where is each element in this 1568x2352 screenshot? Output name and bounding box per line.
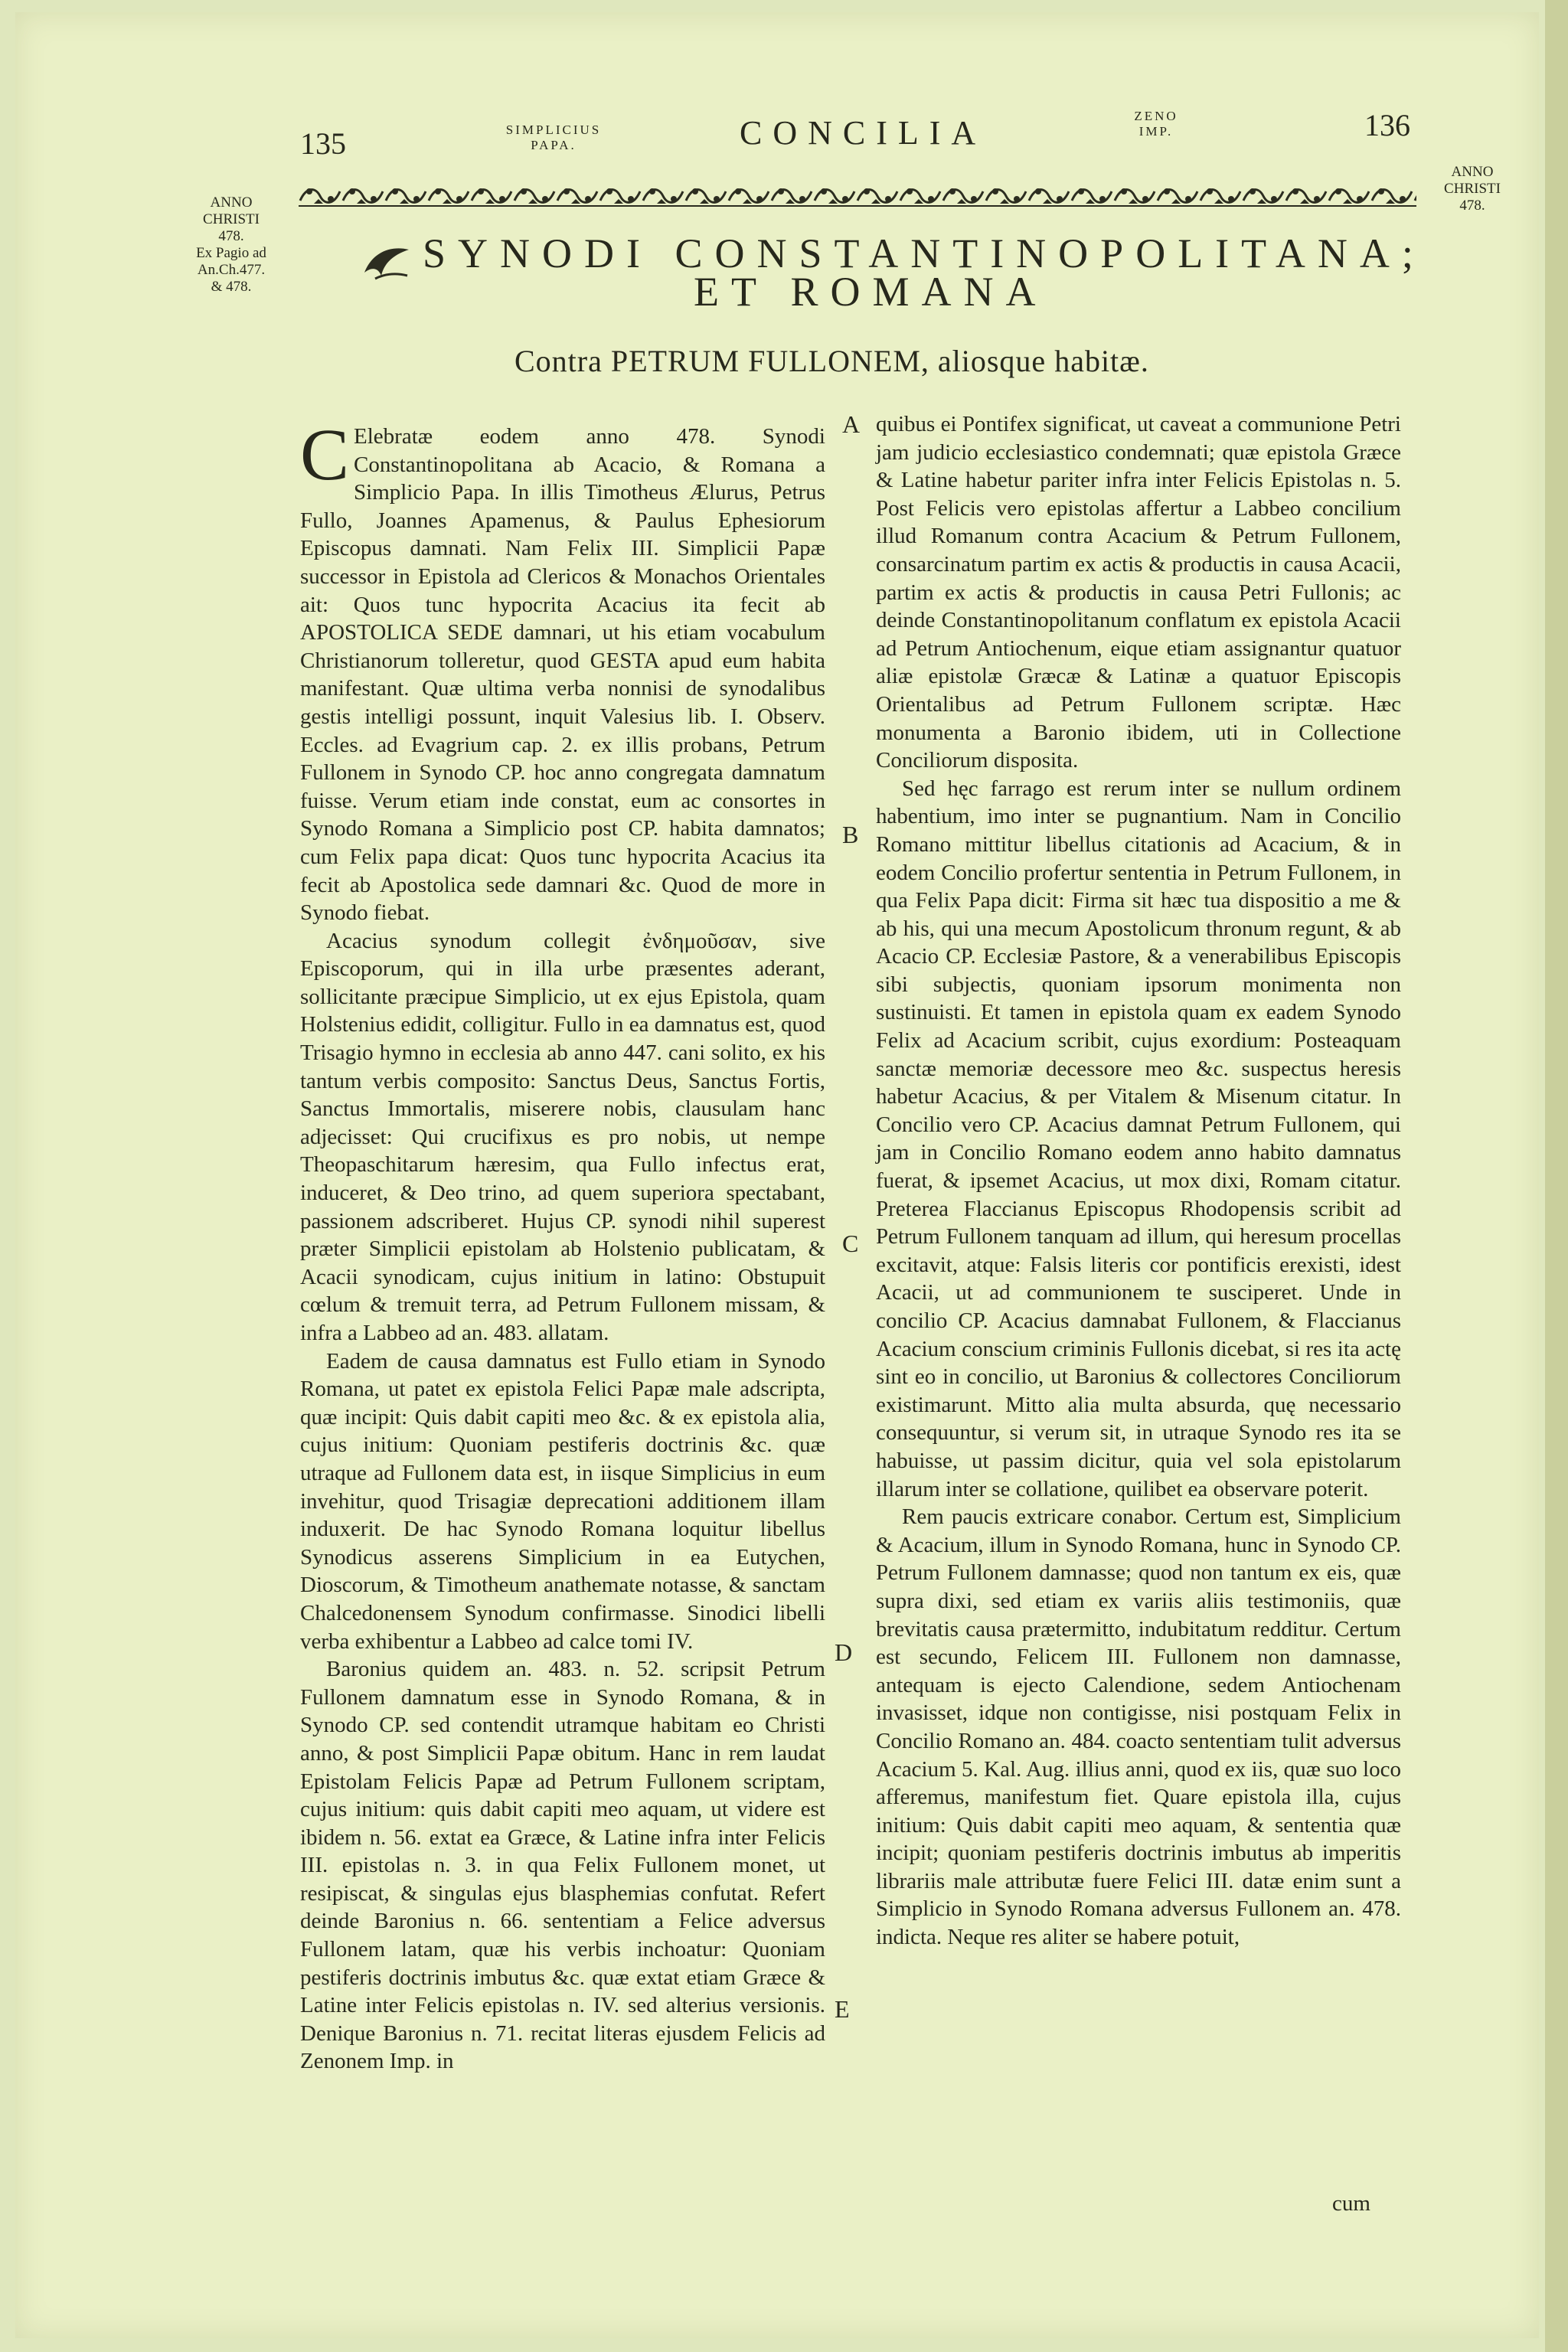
section-marker: A bbox=[842, 410, 861, 438]
catchword: cum bbox=[1332, 2191, 1370, 2216]
paragraph-text: Elebratæ eodem anno 478. Synodi Constantinopolitana ab Acacio, & Romana a Simplicio Papa. In illis Timotheus Ælurus, Petrus Fullo, Joannes Apamenus, & Paulus Ephesiorum Episcopus damnati. Nam Felix III. Simplicii Papæ successor in Epistola ad Clericos & Monachos Orientales ait: Quos tunc hypocrita Acacius ita fecit ab APOSTOLICA SEDE damnari, ut his etiam vocabulum Christianorum tolleretur, quod GESTA apud eum habita manifestant. Quæ ultima verba nonnisi de synodalibus gestis intelligi possunt, inquit Valesius lib. I. Observ. Eccles. ad Evagrium cap. 2. ex illis probans, Petrum Fullonem in Synodo CP. hoc anno congregata damnatum fuisse. Verum etiam inde constat, eum ac consortes in Synodo Romana a Simplicio post CP. habita damnatos; cum Felix papa dicat: Quos tunc hypocrita Acacius ita fecit ab Apostolica sede damnari &c. Quod de more in Synodo fiebat. bbox=[300, 424, 825, 926]
header-right-sub bbox=[1125, 109, 1187, 139]
margin-note-left bbox=[178, 194, 285, 296]
subtitle: Contra PETRUM FULLONEM, aliosque habitæ. bbox=[514, 344, 1149, 378]
section-marker: C bbox=[842, 1230, 859, 1257]
page-edge bbox=[1545, 0, 1568, 2352]
margin-left-line: & 478. bbox=[211, 279, 252, 295]
header-left-sub-1: SIMPLICIUS bbox=[505, 122, 602, 137]
text-column-left bbox=[300, 413, 825, 2076]
fleuron-icon bbox=[361, 237, 415, 283]
page-number-right: 136 bbox=[1364, 108, 1410, 142]
paragraph: Acacius synodum collegit ἐνδημοῦσαν, sive Episcoporum, qui in illa urbe præsentes aderant, sollicitante præcipue Simplicio, ut ex ejus Epistola, quam Holstenius edidit, colligitur. Fullo in ea damnatus est, quod Trisagio hymno in ecclesia ab anno 447. cani solito, ex his tantum verbis composito: Sanctus Deus, Sanctus Fortis, Sanctus Immortalis, miserere nobis, clausulam hanc adjecisset: Qui crucifixus es pro nobis, ut nempe Theopaschitarum hæresim, qua Fullo infectus erat, induceret, & Deo trino, ad quem superiora spectabant, passionem adscriberet. Hujus CP. synodi nihil superest præter Simplicii epistolam ab Holstenio publicatam, & Acacii synodicam, cujus initium in latino: Obstupuit cœlum & tremuit terra, ad Petrum Fullonem missam, & infra a Labbeo ad an. 483. allatam. bbox=[300, 928, 825, 1345]
title-line-1: SYNODI CONSTANTINOPOLITANA; bbox=[423, 230, 1426, 276]
section-marker: D bbox=[835, 1638, 853, 1666]
text-column-right bbox=[876, 410, 1401, 1952]
paragraph: Sed hęc farrago est rerum inter se nullum ordinem habentium, imo inter se pugnantium. Nam in Concilio Romano mittitur libellus citationis ad Acacium, & in eodem Concilio profertur sententia in Petrum Fullonem, in qua Felix Papa dicit: Firma sit hæc tua dispositio a me & ab his, qui una mecum Apostolicum thronum regunt, & ab Acacio CP. Ecclesiæ Pastore, & a venerabilibus Episcopis sibi subjectis, quoniam ipsorum monimenta non sustinuisti. Et tamen in epistola quam ex eadem Synodo Felix ad Acacium scribit, cujus exordium: Posteaquam sanctæ memoriæ decessore meo &c. suspectus heresis habetur Acacius, & per Vitalem & Misenum citatur. In Concilio vero CP. Acacius damnat Petrum Fullonem, qui jam in Concilio Romano eodem anno habito damnatus fuerat, & ipsemet Acacius, ut mox dixi, Romam citatur. Preterea Flaccianus Episcopus Rhodopensis scribit ad Petrum Fullonem tanquam ad illum, qui heresum procellas excitavit, atque: Falsis literis cor pontificis erexisti, idest Acacii, ut ad communionem te susciperet. Unde in concilio CP. Acacius damnabat Fullonem, & Flaccianus Acacium conscium criminis Fullonis dicebat, si res ita actę sint eo in concilio, ut Baronius & collectores Conciliorum existimarunt. Mitto alia multa absurda, quę necessario consequuntur, si verum sit, in utraque Synodo res ita se habuisse, ut passim dicitur, quia vel sola epistolarum illarum inter se collatione, quilibet ea observare poterit. bbox=[876, 776, 1401, 1501]
paragraph: Baronius quidem an. 483. n. 52. scripsit Petrum Fullonem damnatum esse in Synodo Romana, & in Synodo CP. sed contendit utramque habitam eo Christi anno, & post Simplicii Papæ obitum. Hanc in rem laudat Epistolam Felicis Papæ ad Petrum Fullonem scriptam, cujus initium: quis dabit capiti meo aquam, ut videre est ibidem n. 56. extat ea Græce, & Latine infra inter Felicis III. epistolas n. 3. in qua Felix Fullonem monet, ut resipiscat, & singulas ejus blasphemias confutat. Refert deinde Baronius n. 66. sententiam a Felice adversus Fullonem latam, quæ his verbis inchoatur: Quoniam pestiferis doctrinis imbutus &c. quæ extat etiam Græce & Latine inter Felicis epistolas n. IV. sed alterius versionis. Denique Baronius n. 71. recitat literas ejusdem Felicis ad Zenonem Imp. in bbox=[300, 1657, 825, 2074]
running-title: CONCILIA bbox=[740, 114, 987, 152]
section-marker: B bbox=[842, 821, 859, 848]
margin-left-line: 478. bbox=[218, 228, 244, 244]
drop-cap: C bbox=[300, 413, 350, 495]
margin-right-line: 478. bbox=[1459, 198, 1485, 214]
page-number-left: 135 bbox=[300, 126, 346, 161]
paragraph: quibus ei Pontifex significat, ut caveat a communione Petri jam judicio ecclesiastico condemnati; quæ epistola Græce & Latine habetur pariter infra inter Felicis Epistolas n. 5. Post Felicis vero epistolas affertur a Labbeo concilium illud Romanum contra Acacium & Petrum Fullonem, consarcinatum partim ex actis & productis in causa Acacii, partim ex actis & productis in causa Petri Fullonis; ac deinde Constantinopolitanum conflatum ex epistola Acacii ad Petrum Antiochenum, eique etiam assignantur quatuor aliæ epistolæ Græcæ & Latinæ a quatuor Episcopis Orientalibus ad Petrum Fullonem scriptæ. Hæc monumenta a Baronio ibidem, uti in Collectione Conciliorum disposita. bbox=[876, 412, 1401, 773]
margin-left-line: An.Ch.477. bbox=[197, 262, 266, 278]
header-left-sub-2: PAPA. bbox=[531, 138, 577, 152]
margin-left-line: CHRISTI bbox=[203, 211, 260, 227]
margin-left-line: Ex Pagio ad bbox=[196, 245, 266, 261]
paragraph bbox=[300, 413, 825, 927]
margin-note-right bbox=[1430, 164, 1514, 214]
header-left-sub bbox=[504, 122, 603, 153]
paragraph: Rem paucis extricare conabor. Certum est, Simplicium & Acacium, illum in Synodo Romana, hunc in Synodo CP. Petrum Fullonem damnasse; quod non tantum ex eis, quæ supra dixi, sed etiam ex variis aliis testimoniis, quæ brevitatis causa prætermitto, indubitatum redditur. Certum est secundo, Felicem III. Fullonem non damnasse, antequam is ejecto Calendione, sedem Antiochenam invasisset, idque non contigisse, nisi postquam Felix in Concilio Romano an. 484. coacto sententiam tulit adversus Acacium 5. Kal. Aug. illius anni, quod ex iis, quæ suo loco afferemus, manifestum fiet. Quare epistola illa, cujus initium: Quis dabit capiti meo aquam, & sententia quæ incipit; quoniam pestiferis doctrinis imbutus ab imperitis librariis male attributæ fuere Felici III. datæ enim sunt a Simplicio in Synodo Romana adversus Fullonem an. 478. indicta. Neque res aliter se habere potuit, bbox=[876, 1504, 1401, 1950]
ornament-band bbox=[299, 182, 1416, 208]
section-marker: E bbox=[835, 1995, 850, 2023]
margin-left-line: ANNO bbox=[210, 194, 253, 211]
title-line-2: ET ROMANA bbox=[694, 269, 1048, 315]
header-right-sub-2: IMP. bbox=[1138, 124, 1174, 139]
paragraph: Eadem de causa damnatus est Fullo etiam in Synodo Romana, ut patet ex epistola Felici Papæ male adscripta, quæ incipit: Quis dabit capiti meo &c. & ex epistola alia, cujus initium: Quoniam pestiferis doctrinis &c. quæ utraque ad Fullonem data est, in iisque Simplicius in eum invehitur, quod Trisagiæ deprecationi additionem illam induxerit. De hac Synodo Romana loquitur libellus Synodicus asserens Simplicium in ea Eutychen, Dioscorum, & Timotheum anathemate notasse, & sanctam Chalcedonensem Synodum confirmasse. Sinodici libelli verba exhibentur a Labbeo ad calce tomi IV. bbox=[300, 1348, 825, 1654]
margin-right-line: ANNO bbox=[1451, 164, 1494, 180]
margin-right-line: CHRISTI bbox=[1444, 181, 1501, 197]
header-right-sub-1: ZENO bbox=[1134, 109, 1178, 123]
